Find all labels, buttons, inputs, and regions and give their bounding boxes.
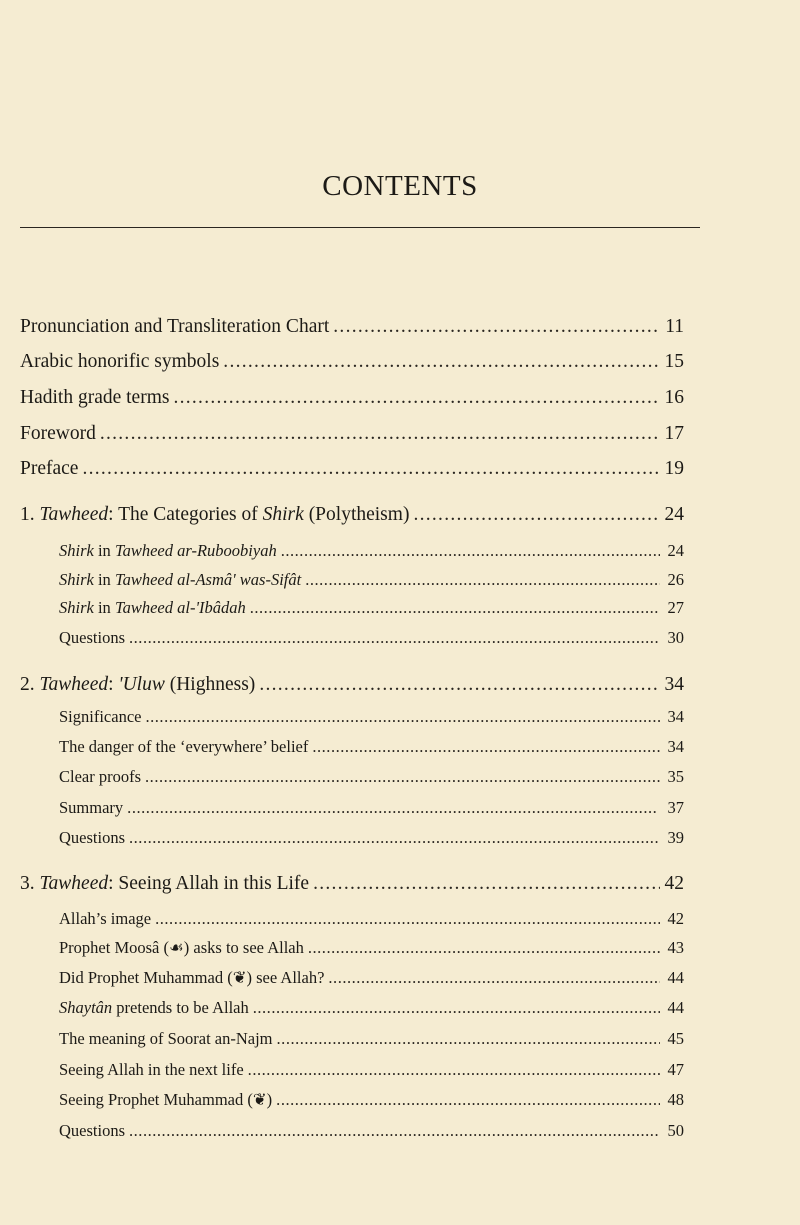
toc-entry-label-part: Seeing Allah in the next life bbox=[59, 1060, 244, 1079]
toc-entry-label-part: Shirk bbox=[59, 598, 94, 617]
toc-subentry[interactable] bbox=[59, 968, 684, 988]
toc-entry-label bbox=[59, 598, 246, 618]
toc-entry-label-part: Foreword bbox=[20, 423, 96, 444]
toc-entry-label-part: The meaning of Soorat an-Najm bbox=[59, 1029, 273, 1048]
toc-entry-label-part: (Polytheism) bbox=[303, 504, 410, 525]
toc-page-number: 50 bbox=[667, 1121, 684, 1140]
toc-page-number: 24 bbox=[664, 504, 684, 525]
toc-page-number: 17 bbox=[664, 423, 684, 444]
toc-entry-label-part: 'Uluw bbox=[118, 674, 165, 695]
toc-entry-label-part: ) bbox=[266, 1090, 273, 1109]
toc-leader-dots bbox=[145, 707, 660, 727]
toc-entry-label bbox=[59, 968, 324, 988]
toc-subentry[interactable] bbox=[59, 767, 684, 787]
toc-leader-dots bbox=[413, 504, 660, 526]
toc-entry-label-part: Arabic honorific symbols bbox=[20, 351, 220, 372]
toc-entry-label-part: Questions bbox=[59, 1121, 125, 1140]
toc-entry[interactable] bbox=[20, 674, 684, 696]
toc-entry-label-part: Questions bbox=[59, 828, 125, 847]
toc-subentry[interactable] bbox=[59, 828, 684, 848]
toc-page-number: 26 bbox=[667, 570, 684, 589]
toc-entry-label-part: : Seeing Allah in this Life bbox=[108, 873, 310, 894]
toc-entry-label bbox=[20, 387, 169, 409]
toc-subentry[interactable] bbox=[59, 798, 684, 818]
toc-subentry[interactable] bbox=[59, 570, 684, 590]
toc-entry-label bbox=[59, 541, 277, 561]
toc-entry-label-part: ❦ bbox=[232, 968, 247, 987]
toc-subentry[interactable] bbox=[59, 598, 684, 618]
toc-leader-dots bbox=[82, 458, 660, 480]
toc-subentry[interactable] bbox=[59, 1060, 684, 1080]
toc-subentry[interactable] bbox=[59, 707, 684, 727]
toc-leader-dots bbox=[253, 998, 660, 1018]
toc-entry-label bbox=[59, 938, 304, 958]
toc-leader-dots bbox=[312, 737, 660, 757]
toc-entry-label bbox=[59, 798, 123, 818]
toc-page-number: 42 bbox=[667, 909, 684, 928]
toc-leader-dots bbox=[313, 873, 660, 895]
toc-entry-label bbox=[20, 423, 96, 445]
toc-page-number: 37 bbox=[667, 798, 684, 817]
toc-leader-dots bbox=[328, 968, 660, 988]
toc-subentry[interactable] bbox=[59, 737, 684, 757]
toc-entry-label-part: Shirk bbox=[59, 541, 94, 560]
toc-page-number: 45 bbox=[667, 1029, 684, 1048]
toc-leader-dots bbox=[333, 316, 660, 338]
toc-entry-label bbox=[59, 1090, 272, 1110]
toc-page-number: 27 bbox=[667, 598, 684, 617]
toc-entry-label-part: Tawheed bbox=[39, 674, 109, 695]
toc-entry-label-part: Tawheed bbox=[39, 504, 109, 525]
toc-page-number: 30 bbox=[667, 628, 684, 647]
toc-page-number: 16 bbox=[664, 387, 684, 408]
toc-entry-label-part: Preface bbox=[20, 458, 79, 479]
toc-entry-label-part: Questions bbox=[59, 628, 125, 647]
toc-entry-label bbox=[20, 351, 219, 373]
toc-leader-dots bbox=[173, 387, 660, 409]
toc-page-number: 43 bbox=[667, 938, 684, 957]
toc-leader-dots bbox=[250, 598, 660, 618]
toc-entry-label bbox=[20, 316, 329, 338]
toc-leader-dots bbox=[248, 1060, 660, 1080]
toc-leader-dots bbox=[155, 909, 660, 929]
toc-entry-label bbox=[59, 998, 249, 1018]
toc-page-number: 42 bbox=[664, 873, 684, 894]
toc-page-number: 15 bbox=[664, 351, 684, 372]
toc-entry-label-part: Tawheed ar-Ruboobiyah bbox=[114, 541, 277, 560]
page-title: CONTENTS bbox=[322, 170, 478, 202]
toc-leader-dots bbox=[281, 541, 660, 561]
toc-entry-label-part: : The Categories of bbox=[108, 504, 263, 525]
toc-page-number: 34 bbox=[667, 737, 684, 756]
toc-entry-label bbox=[59, 707, 141, 727]
toc-page-number: 48 bbox=[667, 1090, 684, 1109]
toc-page-number: 19 bbox=[664, 458, 684, 479]
toc-entry-label-part: ❦ bbox=[252, 1090, 267, 1109]
toc-entry-label-part: The danger of the ‘everywhere’ belief bbox=[59, 737, 309, 756]
toc-leader-dots bbox=[127, 798, 660, 818]
toc-entry[interactable] bbox=[20, 387, 684, 409]
toc-page-number: 34 bbox=[667, 707, 684, 726]
toc-page-number: 24 bbox=[667, 541, 684, 560]
toc-page-number: 34 bbox=[664, 674, 684, 695]
toc-leader-dots bbox=[129, 1121, 660, 1141]
toc-entry-label bbox=[59, 737, 308, 757]
toc-entry-label bbox=[20, 458, 78, 480]
toc-page-number: 47 bbox=[667, 1060, 684, 1079]
toc-leader-dots bbox=[129, 628, 660, 648]
toc-leader-dots bbox=[276, 1090, 660, 1110]
toc-entry-label-part: pretends to be Allah bbox=[112, 998, 249, 1017]
toc-entry-label bbox=[20, 873, 309, 895]
toc-entry[interactable] bbox=[20, 316, 684, 338]
toc-leader-dots bbox=[277, 1029, 660, 1049]
toc-entry-label-part: : bbox=[108, 674, 119, 695]
toc-entry-label-part: Prophet Moosâ ( bbox=[59, 938, 169, 957]
toc-page-number: 44 bbox=[667, 968, 684, 987]
toc-entry-label-part: ) see Allah? bbox=[246, 968, 325, 987]
toc-leader-dots bbox=[223, 351, 660, 373]
toc-entry-label-part: Shaytân bbox=[59, 998, 113, 1017]
toc-entry-label-part: Tawheed bbox=[39, 873, 109, 894]
toc-leader-dots bbox=[145, 767, 660, 787]
toc-subentry[interactable] bbox=[59, 909, 684, 929]
toc-entry-label-part: ☙ bbox=[169, 938, 184, 957]
toc-leader-dots bbox=[259, 674, 660, 696]
toc-entry[interactable] bbox=[20, 423, 684, 445]
toc-subentry[interactable] bbox=[59, 1121, 684, 1141]
toc-subentry[interactable] bbox=[59, 1090, 684, 1110]
toc-subentry[interactable] bbox=[59, 541, 684, 561]
toc-entry-label-part: in bbox=[93, 570, 115, 589]
toc-entry-label bbox=[59, 828, 125, 848]
toc-entry-label-part: Shirk bbox=[262, 504, 304, 525]
toc-entry-label bbox=[59, 1029, 273, 1049]
toc-leader-dots bbox=[308, 938, 660, 958]
toc-entry[interactable] bbox=[20, 873, 684, 895]
toc-entry-label-part: Shirk bbox=[59, 570, 94, 589]
toc-entry-label bbox=[59, 1121, 125, 1141]
toc-entry[interactable] bbox=[20, 458, 684, 480]
toc-subentry[interactable] bbox=[59, 938, 684, 958]
toc-subentry[interactable] bbox=[59, 628, 684, 648]
toc-page-number: 35 bbox=[667, 767, 684, 786]
toc-entry-label bbox=[59, 628, 125, 648]
toc-entry-label-part: Did Prophet Muhammad ( bbox=[59, 968, 233, 987]
toc-entry-label bbox=[20, 674, 255, 696]
toc-page-number: 44 bbox=[667, 998, 684, 1017]
toc-leader-dots bbox=[129, 828, 660, 848]
toc-entry-label bbox=[59, 909, 151, 929]
toc-entry-label bbox=[59, 767, 141, 787]
toc-entry-label-part: 2. bbox=[20, 674, 40, 695]
toc-entry-label-part: in bbox=[93, 598, 115, 617]
toc-subentry[interactable] bbox=[59, 1029, 684, 1049]
toc-entry-label bbox=[59, 1060, 244, 1080]
toc-entry-label-part: Seeing Prophet Muhammad ( bbox=[59, 1090, 253, 1109]
toc-entry-label-part: Pronunciation and Transliteration Chart bbox=[20, 316, 330, 337]
toc-entry-label-part: Significance bbox=[59, 707, 142, 726]
toc-entry-label-part: Clear proofs bbox=[59, 767, 142, 786]
toc-entry-label-part: ) asks to see Allah bbox=[183, 938, 304, 957]
toc-entry[interactable] bbox=[20, 351, 684, 373]
toc-entry-label-part: (Highness) bbox=[164, 674, 256, 695]
toc-entry-label-part: 1. bbox=[20, 504, 40, 525]
toc-entry-label-part: Tawheed al-Asmâ' was-Sifât bbox=[114, 570, 302, 589]
toc-entry[interactable] bbox=[20, 504, 684, 526]
toc-entry-label bbox=[20, 504, 409, 526]
toc-leader-dots bbox=[305, 570, 660, 590]
toc-entry-label-part: 3. bbox=[20, 873, 40, 894]
toc-entry-label-part: Allah’s image bbox=[59, 909, 152, 928]
toc-entry-label-part: in bbox=[93, 541, 115, 560]
toc-entry-label-part: Hadith grade terms bbox=[20, 387, 170, 408]
toc-leader-dots bbox=[100, 423, 660, 445]
toc-subentry[interactable] bbox=[59, 998, 684, 1018]
toc-entry-label bbox=[59, 570, 301, 590]
toc-page-number: 11 bbox=[665, 316, 684, 337]
toc-entry-label-part: Tawheed al-'Ibâdah bbox=[114, 598, 246, 617]
toc-page-number: 39 bbox=[667, 828, 684, 847]
toc-entry-label-part: Summary bbox=[59, 798, 124, 817]
